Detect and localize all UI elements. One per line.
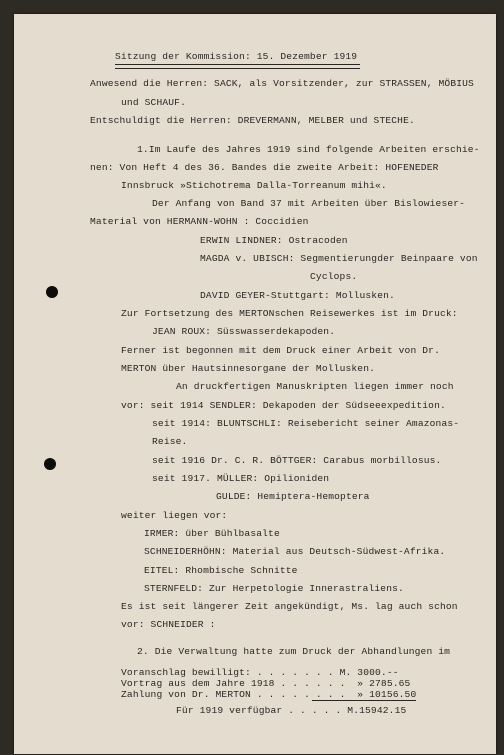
body-line: vor: SCHNEIDER :	[121, 619, 216, 630]
budget-row: Vortrag aus dem Jahre 1918 . . . . . . » 2785.65	[121, 678, 411, 689]
budget-total: Für 1919 verfügbar . . . . . M.15942.15	[176, 705, 407, 716]
budget-sum-rule	[312, 700, 416, 701]
attendance-present: Anwesend die Herren: SACK, als Vorsitzender, zur STRASSEN, MÖBIUS	[90, 78, 474, 89]
body-line: Ferner ist begonnen mit dem Druck einer Arbeit von Dr.	[121, 345, 440, 356]
body-line: seit 1916 Dr. C. R. BÖTTGER: Carabus morbillosus.	[152, 455, 442, 466]
body-line: Material von HERMANN-WOHN : Coccidien	[90, 216, 309, 227]
body-line: DAVID GEYER-Stuttgart: Mollusken.	[200, 290, 395, 301]
body-line: seit 1917. MÜLLER: Opilioniden	[152, 473, 330, 484]
body-line: Cyclops.	[310, 271, 358, 282]
body-line: MERTON über Hautsinnesorgane der Mollusken.	[121, 363, 376, 374]
body-line: SCHNEIDERHÖHN: Material aus Deutsch-Südwest-Afrika.	[144, 546, 446, 557]
body-line: Es ist seit längerer Zeit angekündigt, Ms. lag auch schon	[121, 601, 458, 612]
body-line: GULDE: Hemiptera-Hemoptera	[216, 491, 370, 502]
body-line: IRMER: über Bühlbasalte	[144, 528, 280, 539]
budget-row: Voranschlag bewilligt: . . . . . . . M. 3000.--	[121, 667, 399, 678]
body-line: 1.Im Laufe des Jahres 1919 sind folgende Arbeiten erschie-	[137, 144, 480, 155]
attendance-excused: Entschuldigt die Herren: DREVERMANN, MELBER und STECHE.	[90, 115, 415, 126]
body-line: MAGDA v. UBISCH: Segmentierungder Beinpaare von	[200, 253, 478, 264]
body-line: EITEL: Rhombische Schnitte	[144, 565, 298, 576]
body-line: Zur Fortsetzung des MERTONschen Reisewerkes ist im Druck:	[121, 308, 458, 319]
document-page	[14, 14, 496, 754]
body-line: seit 1914: BLUNTSCHLI: Reisebericht seiner Amazonas-	[152, 418, 460, 429]
punch-hole-bottom	[44, 458, 56, 470]
body-line: Reise.	[152, 436, 188, 447]
page-title: Sitzung der Kommission: 15. Dezember 1919	[115, 51, 358, 62]
body-line: nen: Von Heft 4 des 36. Bandes die zweite Arbeit: HOFENEDER	[90, 162, 439, 173]
body-line: Der Anfang von Band 37 mit Arbeiten über Bislowieser-	[152, 198, 466, 209]
body-line: 2. Die Verwaltung hatte zum Druck der Abhandlungen im	[137, 646, 451, 657]
punch-hole-top	[46, 286, 58, 298]
body-line: vor: seit 1914 SENDLER: Dekapoden der Südseeexpedition.	[121, 400, 446, 411]
title-double-underline	[115, 64, 360, 69]
body-line: JEAN ROUX: Süsswasserdekapoden.	[152, 326, 336, 337]
body-line: STERNFELD: Zur Herpetologie Innerastraliens.	[144, 583, 404, 594]
body-line: An druckfertigen Manuskripten liegen immer noch	[176, 381, 454, 392]
budget-row: Zahlung von Dr. MERTON . . . . . . . . » 10156.50	[121, 689, 417, 700]
body-line: ERWIN LINDNER: Ostracoden	[200, 235, 348, 246]
body-line: Innsbruck »Stichotrema Dalla-Torreanum mihi«.	[121, 180, 387, 191]
attendance-present-cont: und SCHAUF.	[121, 97, 186, 108]
body-line: weiter liegen vor:	[121, 510, 228, 521]
